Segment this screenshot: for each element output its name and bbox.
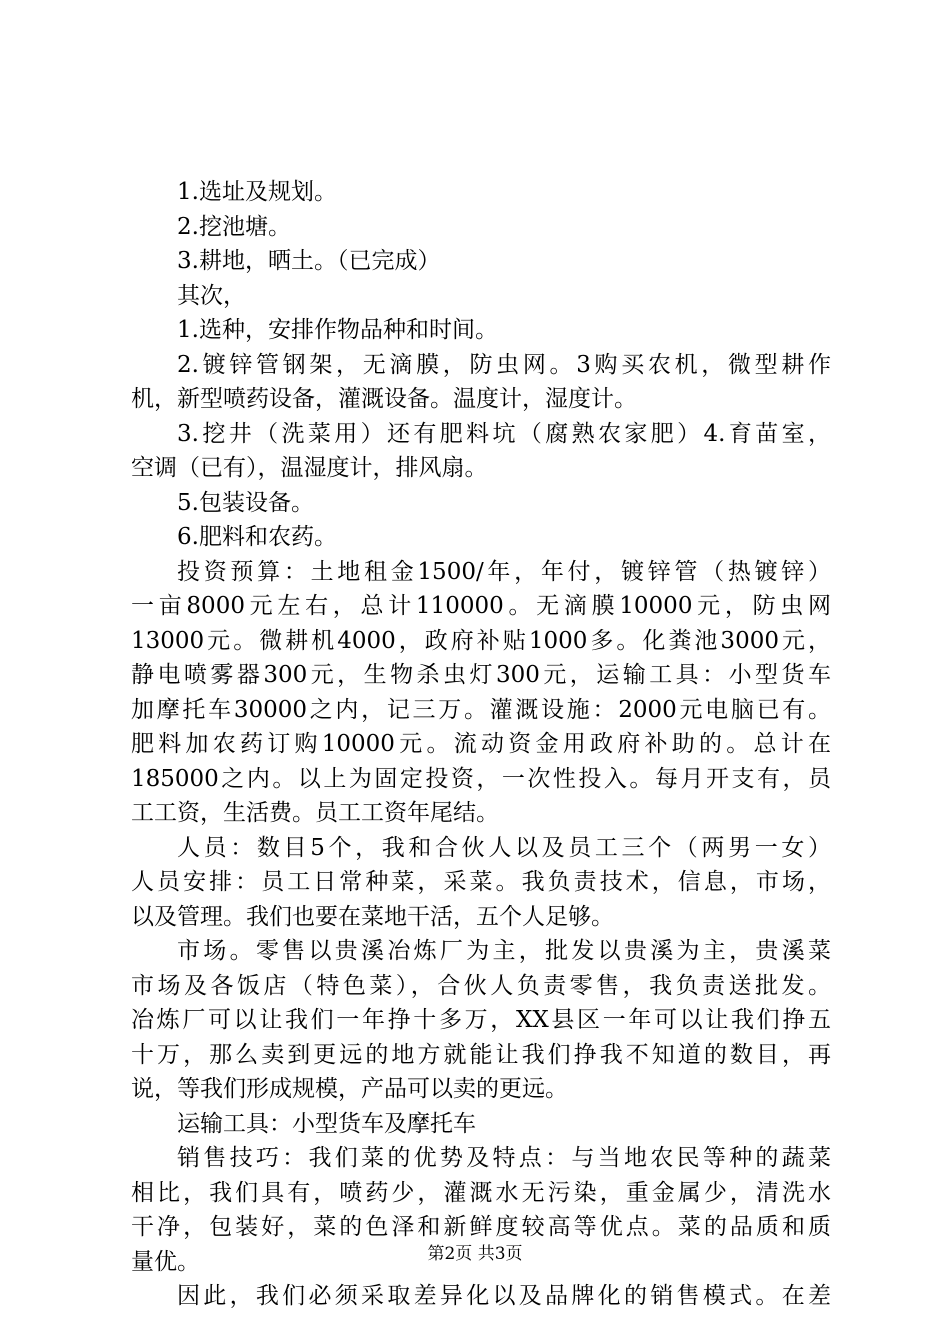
text-line: 市场及各饭店（特色菜），合伙人负责零售，我负责送批发。 bbox=[131, 972, 831, 999]
text-line: 静电喷雾器300元，生物杀虫灯300元，运输工具：小型货车 bbox=[131, 662, 831, 688]
text-line: 其次， bbox=[177, 282, 246, 309]
text-line: 加摩托车30000之内，记三万。灌溉设施：2000元电脑已有。 bbox=[131, 696, 831, 723]
text-line: 市场。零售以贵溪冶炼厂为主，批发以贵溪为主，贵溪菜 bbox=[177, 938, 831, 964]
text-line: 6.肥料和农药。 bbox=[177, 524, 337, 550]
text-line: 十万，那么卖到更远的地方就能让我们挣我不知道的数目，再 bbox=[131, 1041, 831, 1068]
text-line: 3.耕地，晒土。（已完成） bbox=[177, 248, 441, 274]
text-line: 1.选种，安排作物品种和时间。 bbox=[177, 317, 498, 343]
text-line: 3.挖井（洗菜用）还有肥料坑（腐熟农家肥）4.育苗室， bbox=[177, 420, 831, 447]
text-line: 工工资，生活费。员工工资年尾结。 bbox=[131, 800, 499, 826]
text-line: 13000元。微耕机4000，政府补贴1000多。化粪池3000元， bbox=[131, 627, 831, 654]
text-line: 相比，我们具有，喷药少，灌溉水无污染，重金属少，清洗水 bbox=[131, 1179, 831, 1206]
text-line: 人员安排：员工日常种菜，采菜。我负责技术，信息，市场， bbox=[131, 869, 831, 895]
text-line: 185000之内。以上为固定投资，一次性投入。每月开支有，员 bbox=[131, 765, 831, 792]
document-body bbox=[131, 175, 831, 1314]
page-footer: 第2页 共3页 bbox=[427, 1244, 523, 1264]
text-line: 冶炼厂可以让我们一年挣十多万，XX县区一年可以让我们挣五 bbox=[131, 1007, 831, 1033]
text-line: 空调（已有），温湿度计，排风扇。 bbox=[131, 455, 488, 481]
text-line: 干净，包装好，菜的色泽和新鲜度较高等优点。菜的品质和质 bbox=[131, 1214, 831, 1240]
text-line: 以及管理。我们也要在菜地干活，五个人足够。 bbox=[131, 903, 614, 930]
text-line: 因此，我们必须采取差异化以及品牌化的销售模式。在差 bbox=[177, 1283, 831, 1309]
text-line: 5.包装设备。 bbox=[177, 489, 314, 516]
text-line: 人员：数目5个，我和合伙人以及员工三个（两男一女） bbox=[177, 834, 831, 861]
text-line: 销售技巧：我们菜的优势及特点：与当地农民等种的蔬菜 bbox=[177, 1145, 831, 1171]
text-line: 量优。 bbox=[131, 1248, 200, 1275]
text-line: 一亩8000元左右，总计110000。无滴膜10000元，防虫网 bbox=[131, 593, 831, 619]
text-line: 2.镀锌管钢架，无滴膜，防虫网。3购买农机，微型耕作 bbox=[177, 351, 831, 378]
text-line: 肥料加农药订购10000元。流动资金用政府补助的。总计在 bbox=[131, 731, 831, 757]
text-line: 投资预算：土地租金1500/年，年付，镀锌管（热镀锌） bbox=[177, 558, 831, 585]
text-line: 说，等我们形成规模，产品可以卖的更远。 bbox=[131, 1076, 568, 1102]
text-line: 运输工具：小型货车及摩托车 bbox=[177, 1110, 476, 1137]
text-line: 1.选址及规划。 bbox=[177, 179, 337, 205]
text-line: 机，新型喷药设备，灌溉设备。温度计，湿度计。 bbox=[131, 386, 637, 412]
text-line: 2.挖池塘。 bbox=[177, 213, 291, 240]
